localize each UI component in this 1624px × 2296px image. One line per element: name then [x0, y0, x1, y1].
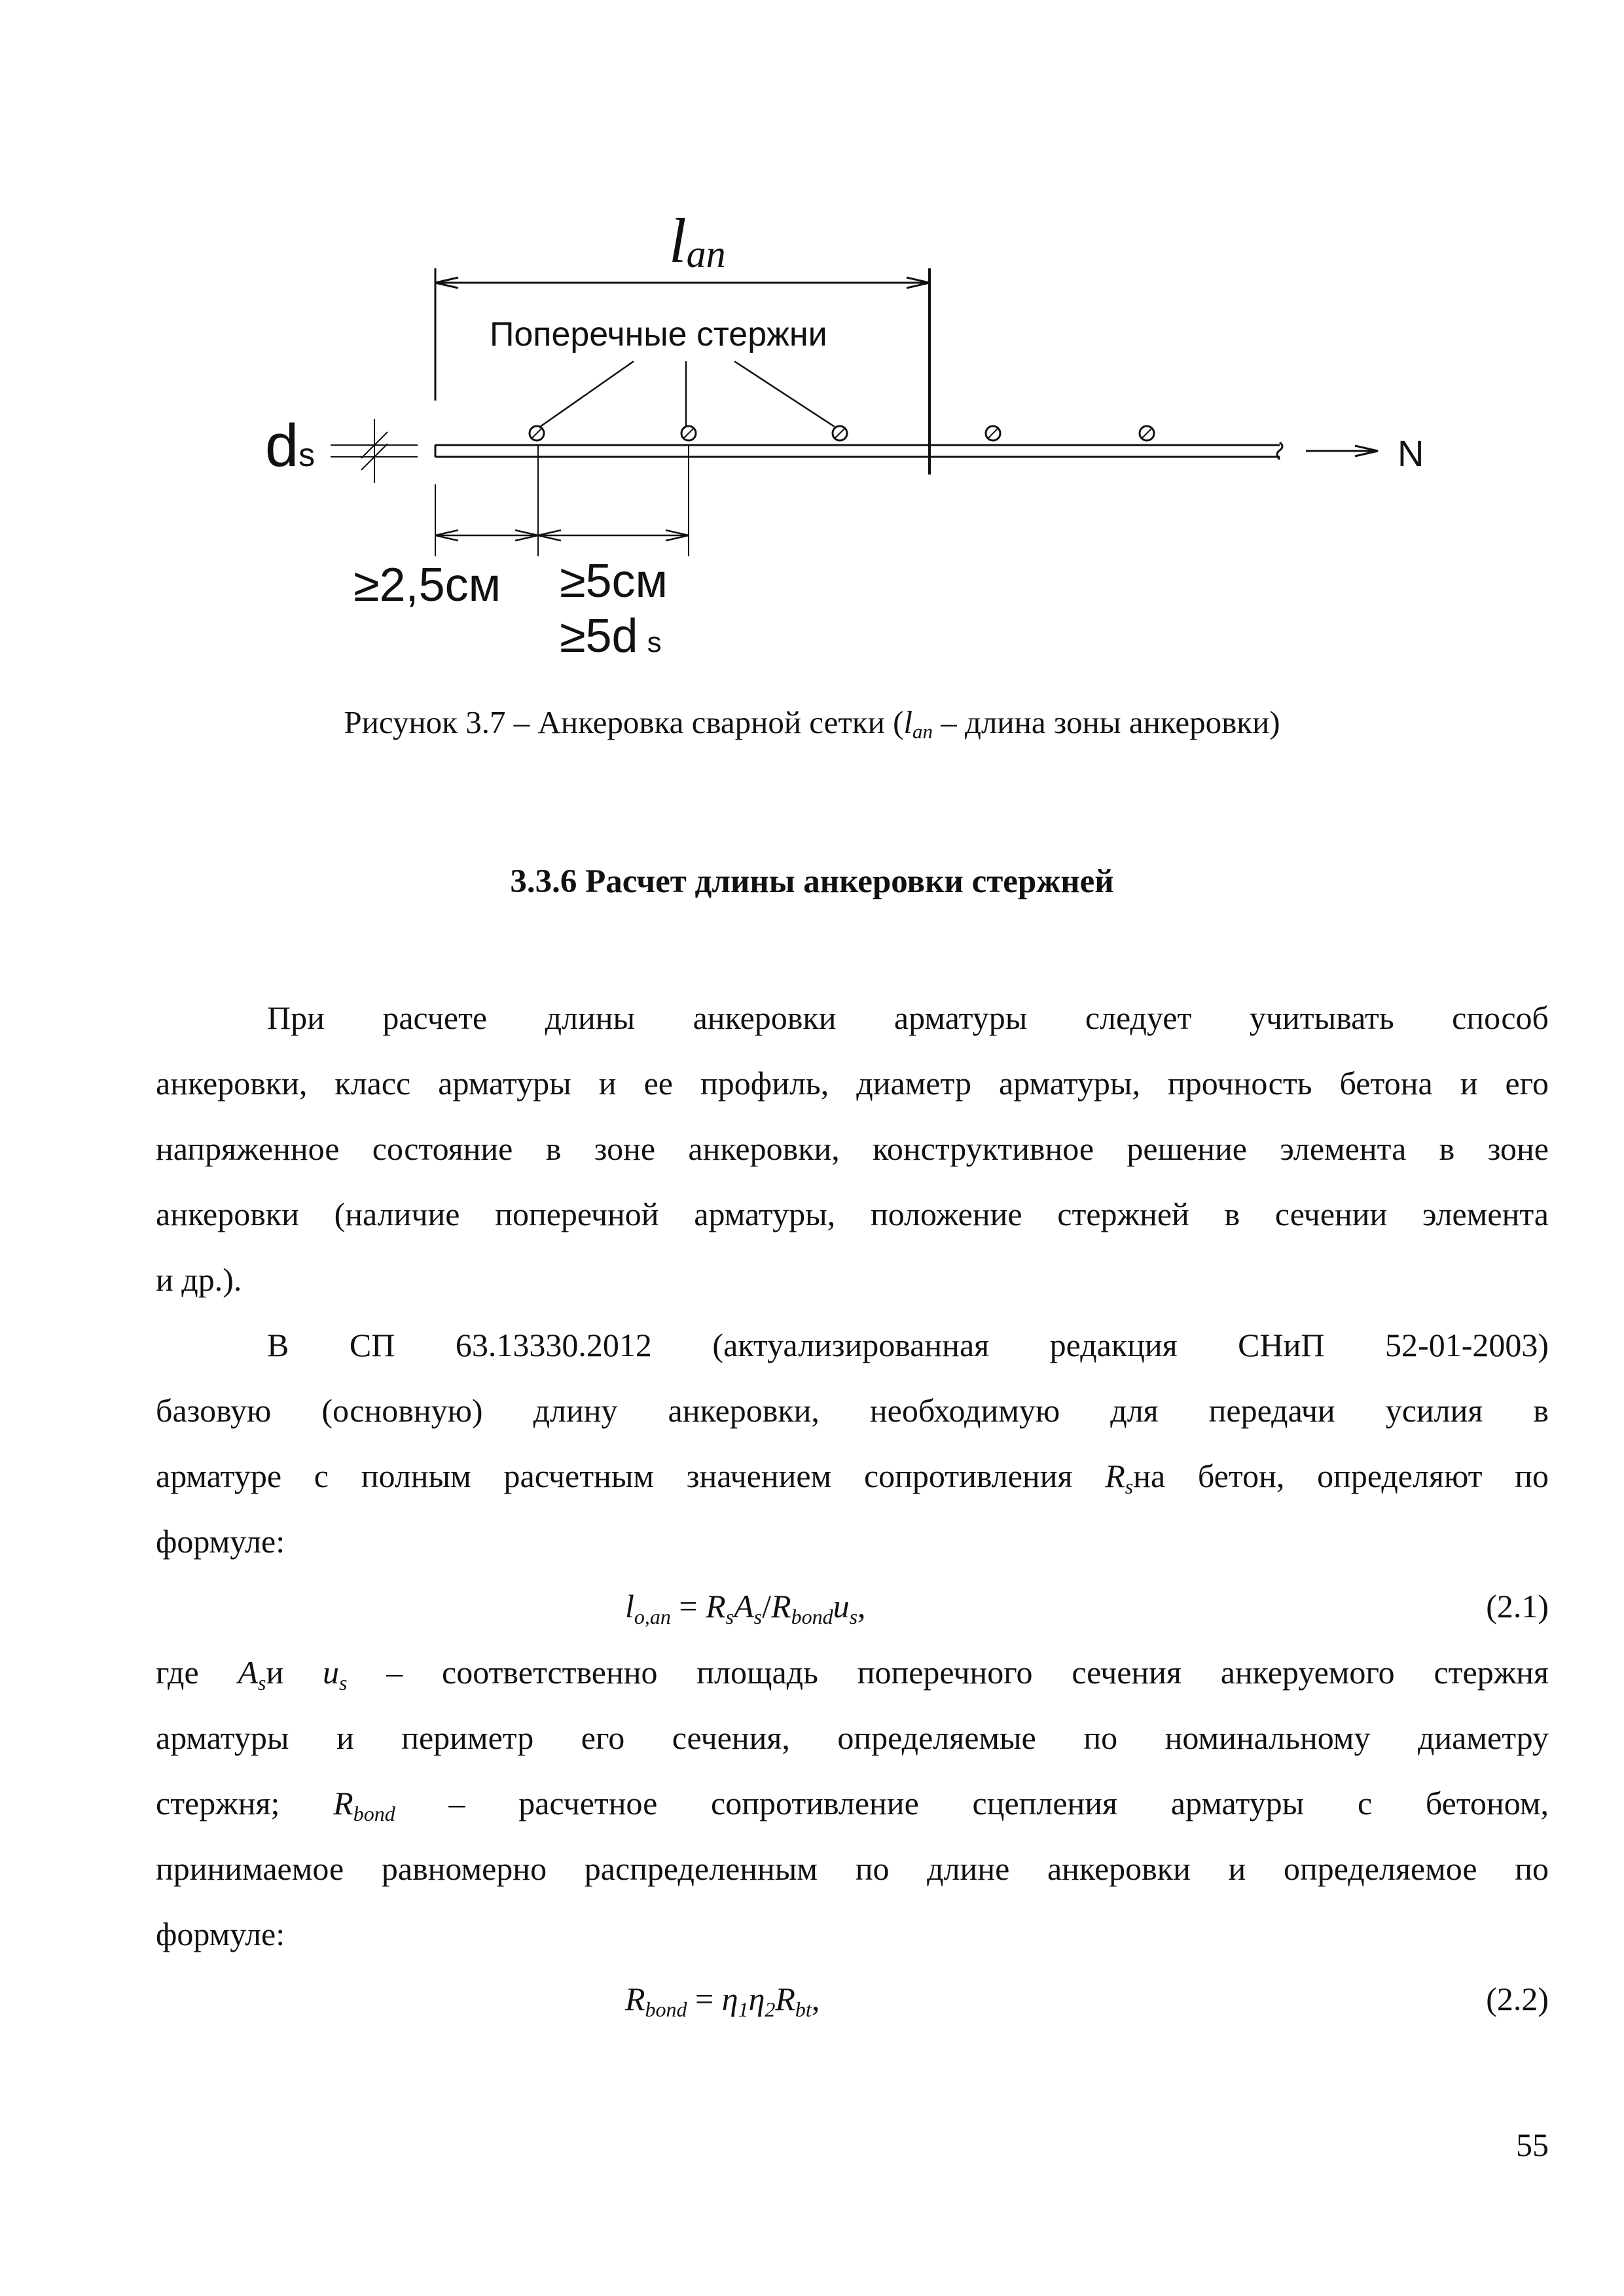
paragraph-1-line-4: анкеровки (наличие поперечной арматуры, положение стержней в сечении элемента: [156, 1196, 1549, 1232]
paragraph-1-line-3: напряженное состояние в зоне анкеровки, конструктивное решение элемента в зоне: [156, 1130, 1549, 1167]
lan-label: lan: [669, 206, 726, 276]
transverse-bar-section: [1140, 426, 1154, 440]
paragraph-1-line-5: и др.).: [156, 1261, 242, 1298]
formula-2-1: $l_{o,an} = R_sA_s/R_{bond}u_s$,: [625, 1588, 866, 1628]
anchorage-figure: [0, 0, 1624, 694]
paragraph-2-line-3: арматуре с полным расчетным значением сопротивления $R_sна$ бетон, определяют по: [156, 1458, 1549, 1498]
transverse-bar-section: [833, 426, 847, 440]
paragraph-3-line-2: арматуры и периметр его сечения, определяемые по номинальному диаметру: [156, 1719, 1549, 1756]
leader-line-3: [734, 361, 835, 427]
transverse-bars-label: Поперечные стержни: [490, 315, 827, 353]
figure-caption: Рисунок 3.7 – Анкеровка сварной сетки ($l_{an}$ – длина зоны анкеровки): [344, 704, 1280, 743]
paragraph-2-line-1: В СП 63.13330.2012 (актуализированная редакция СНиП 52-01-2003): [267, 1327, 1549, 1363]
force-label: N: [1398, 433, 1424, 474]
equation-number-2-1: (2.1): [1486, 1588, 1549, 1624]
paragraph-2-line-4: формуле:: [156, 1523, 285, 1560]
equation-number-2-2: (2.2): [1486, 1981, 1549, 2017]
paragraph-2-line-2: базовую (основную) длину анкеровки, необходимую для передачи усилия в: [156, 1392, 1549, 1429]
paragraph-3-line-1: где $A_sи$ $u_s$ – соответственно площадь поперечного сечения анкеруемого стержня: [156, 1654, 1549, 1695]
transverse-bar-section: [986, 426, 1000, 440]
ds-label: ds: [265, 412, 316, 479]
transverse-bar-section: [681, 426, 696, 440]
min-5ds-label: ≥5d s: [560, 610, 662, 662]
section-heading: 3.3.6 Расчет длины анкеровки стержней: [510, 863, 1114, 900]
paragraph-3-line-5: формуле:: [156, 1916, 285, 1952]
paragraph-3-line-3: стержня; $R_{bond}$ – расчетное сопротивление сцепления арматуры с бетоном,: [156, 1785, 1549, 1825]
min-5cm-label: ≥5см: [560, 555, 668, 607]
page-number: 55: [1516, 2126, 1549, 2163]
formula-2-2: $R_{bond} = \eta_1\eta_2R_{bt}$,: [625, 1981, 820, 2021]
paragraph-3-line-4: принимаемое равномерно распределенным по длине анкеровки и определяемое по: [156, 1850, 1549, 1887]
transverse-bar-section: [530, 426, 544, 440]
paragraph-1-line-1: При расчете длины анкеровки арматуры следует учитывать способ: [267, 999, 1549, 1036]
paragraph-1-line-2: анкеровки, класс арматуры и ее профиль, диаметр арматуры, прочность бетона и его: [156, 1065, 1549, 1102]
min-2-5cm-label: ≥2,5см: [353, 559, 501, 611]
leader-line-1: [540, 361, 634, 427]
